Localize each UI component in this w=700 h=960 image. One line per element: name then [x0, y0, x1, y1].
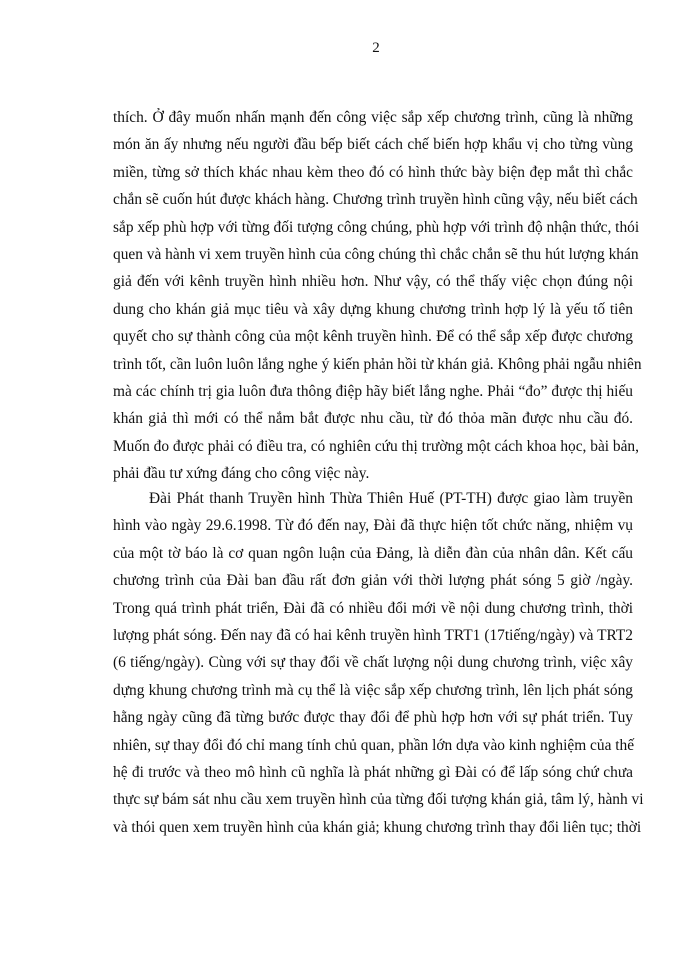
text-line: dung cho khán giả mục tiêu và xây dựng khung chương trình hợp lý là yếu tố tiên: [113, 300, 633, 318]
text-line: quen và hành vi xem truyền hình của công chúng thì chắc chắn sẽ thu hút lượng khán: [113, 246, 639, 264]
text-line: Muốn đo được phải có điều tra, có nghiên cứu thị trường một cách khoa học, bài bản,: [113, 437, 639, 455]
text-line: lượng phát sóng. Đến nay đã có hai kênh truyền hình TRT1 (17tiếng/ngày) và TRT2: [113, 627, 633, 645]
text-line: hằng ngày cũng đã từng bước được thay đổi để phù hợp hơn với sự phát triển. Tuy: [113, 709, 633, 727]
text-line: trình tốt, cần luôn luôn lắng nghe ý kiến phản hồi từ khán giả. Không phải ngẫu nhiên: [113, 355, 642, 373]
text-line: món ăn ấy nhưng nếu người đầu bếp biết cách chế biến hợp khẩu vị cho từng vùng: [113, 136, 633, 154]
text-line: hệ đi trước và theo mô hình cũ nghĩa là phát những gì Đài có để lấp sóng chứ chưa: [113, 764, 633, 782]
page-number: 2: [372, 40, 380, 56]
text-line: khán giả thì mới có thể nắm bắt được nhu cầu, từ đó thỏa mãn được nhu cầu đó.: [113, 410, 633, 428]
text-line: chắn sẽ cuốn hút được khách hàng. Chương trình truyền hình cũng vậy, nếu biết cách: [113, 191, 638, 209]
text-line: chương trình của Đài ban đầu rất đơn giản với thời lượng phát sóng 5 giờ /ngày.: [113, 572, 633, 590]
text-line: Trong quá trình phát triển, Đài đã có nhiều đổi mới về nội dung chương trình, thời: [113, 599, 633, 617]
text-line: miền, từng sở thích khác nhau kèm theo đó có hình thức bày biện đẹp mắt thì chắc: [113, 163, 633, 181]
text-line: dựng khung chương trình mà cụ thể là việc sắp xếp chương trình, lên lịch phát sóng: [113, 681, 633, 699]
text-line: nhiên, sự thay đổi đó chỉ mang tính chủ quan, phần lớn dựa vào kinh nghiệm của thế: [113, 736, 635, 754]
text-line: hình vào ngày 29.6.1998. Từ đó đến nay, Đài đã thực hiện tốt chức năng, nhiệm vụ: [113, 517, 633, 535]
text-line: sắp xếp phù hợp với từng đối tượng công chúng, phù hợp với trình độ nhận thức, thói: [113, 218, 640, 236]
text-line: thích. Ở đây muốn nhấn mạnh đến công việc sắp xếp chương trình, cũng là những: [113, 109, 633, 126]
text-line: (6 tiếng/ngày). Cùng với sự thay đổi về chất lượng nội dung chương trình, việc xây: [113, 654, 633, 672]
text-line: Đài Phát thanh Truyền hình Thừa Thiên Huế (PT-TH) được giao làm truyền: [149, 490, 633, 507]
text-line: quyết cho sự thành công của một kênh truyền hình. Để có thể sắp xếp được chương: [113, 328, 633, 346]
text-line: thực sự bám sát nhu cầu xem truyền hình của từng đối tượng khán giả, tâm lý, hành vi: [113, 791, 644, 809]
text-line: của một tờ báo là cơ quan ngôn luận của Đảng, là diễn đàn của nhân dân. Kết cấu: [113, 544, 633, 562]
text-line: phải đầu tư xứng đáng cho công việc này.: [113, 465, 370, 483]
text-line: và thói quen xem truyền hình của khán giả; khung chương trình thay đổi liên tục; thời: [113, 818, 642, 836]
paragraph-2: [113, 485, 644, 841]
paragraph-1: [113, 104, 642, 488]
text-line: mà các chính trị gia luôn đưa thông điệp hãy biết lắng nghe. Phải “đo” được thị hiếu: [113, 383, 633, 401]
text-line: giả đến với kênh truyền hình nhiều hơn. Như vậy, có thể thấy việc chọn đúng nội: [113, 273, 633, 291]
